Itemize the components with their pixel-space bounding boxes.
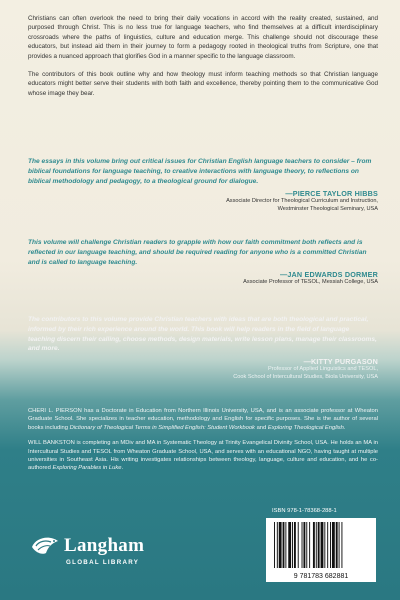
book-title: Dictionary of Theological Terms in Simplified English: Student Workbook	[69, 424, 255, 431]
endorser-role-line-1: Associate Director for Theological Curriculum and Instruction,	[226, 198, 378, 205]
endorser-name: —JAN EDWARDS DORMER	[279, 270, 378, 280]
barcode-bar	[303, 522, 305, 568]
barcode-bar	[288, 522, 291, 568]
barcode-bar	[277, 522, 278, 568]
isbn-label: ISBN 978-1-78368-288-1	[272, 508, 337, 514]
barcode	[266, 518, 376, 582]
endorsement-attribution	[28, 357, 378, 381]
endorser-role-line-2: Cook School of Intercultural Studies, Biola University, USA	[233, 373, 378, 380]
barcode-bars	[266, 518, 376, 582]
barcode-bar	[327, 522, 328, 568]
book-title: Exploring Parables in Luke	[52, 465, 122, 472]
barcode-bar	[292, 522, 293, 568]
bio-cheri-pierson	[28, 407, 378, 432]
barcode-bar	[339, 522, 340, 568]
barcode-bar	[313, 522, 315, 568]
intro-paragraph-2: The contributors of this book outline why and how theology must inform teaching methods so that Christian language educators might better serve their students with both faith and excellence, thereby pointing them to the communicative God whose image they bear.	[28, 71, 378, 97]
endorsement-quote: This volume will challenge Christian readers to grapple with how our faith commitment both reflects and is reflected in our language teaching, and should be required reading for anyone who is a committed Christian and is called to language teaching.	[28, 239, 367, 266]
endorser-role-line-1: Professor of Applied Linguistics and TESOL,	[268, 366, 378, 373]
endorsement-quote: The contributors to this volume provide Christian teachers with ideas that are both theological and practical, informed by their rich experience around the world. This book will help readers in the field of language teaching discern their calling, choose methods, design materials, write lesson plans, manage their classrooms, and more.	[28, 316, 377, 353]
barcode-bar	[283, 522, 285, 568]
barcode-bar	[298, 522, 299, 568]
endorsement-quote: The essays in this volume bring out critical issues for Christian English language teachers to consider – from biblical foundations for language teaching, to creative interactions with language theory, to reflections on biblical methodology and pedagogy, to a theological ground for dialogue.	[28, 158, 372, 185]
intro-paragraph-1: Christians can often overlook the need to bring their daily vocations in accord with the reality created, sustained, and purposed through Christ. This is no less true for language teachers, who find themselves at a difficult interdisciplinary crossroads where the paths of linguistics, culture and education merge. This challenge should not discourage these educators, but instead aid them in their journey to form a pedagogy rooted in theological truths from Scripture, one that provides a nuanced approach that glorifies God in a manner specific to the language classroom.	[28, 15, 378, 60]
endorser-name: —KITTY PURGASON	[303, 357, 378, 367]
bio-text: WILL BANKSTON is completing an MDiv and MA in Systematic Theology at Trinity Evangelical Divinity School, USA. He holds an MA in Intercultural Studies and TESOL from Wheaton Graduate School, USA, and serves with an educational NGO, having taught at multiple universities in Southeast Asia. His writing investigates relationships between theology, language, culture and education, and he co-authored	[28, 440, 378, 472]
bio-will-bankston	[28, 439, 378, 473]
bio-text: and	[254, 424, 268, 431]
barcode-bar	[318, 522, 320, 568]
bio-text: .	[121, 465, 124, 472]
bio-text: .	[343, 424, 346, 431]
barcode-bar	[279, 522, 282, 568]
barcode-bar	[309, 522, 310, 568]
endorsement-attribution	[28, 189, 378, 213]
publisher-logo	[30, 533, 150, 573]
author-bios	[28, 407, 378, 480]
endorser-role-line-2: Westminster Theological Seminary, USA	[277, 205, 378, 212]
endorsement-dormer	[28, 238, 378, 287]
endorser-name: —PIERCE TAYLOR HIBBS	[285, 189, 378, 199]
publisher-name: Langham	[64, 535, 145, 556]
intro-text	[28, 14, 378, 107]
publisher-subtitle: GLOBAL LIBRARY	[66, 559, 140, 566]
endorsement-purgason	[28, 315, 378, 381]
bio-text: CHERI L. PIERSON has a Doctorate in Education from Northern Illinois University, USA, and is an associate professor at Wheaton Graduate School. She specializes in teacher education, methodology and English for specific purposes. She is the author of several books including	[28, 408, 378, 431]
barcode-bar	[302, 522, 303, 568]
barcode-bar	[316, 522, 317, 568]
barcode-bar	[341, 522, 342, 568]
endorsement-hibbs	[28, 157, 378, 213]
endorsement-attribution	[28, 270, 378, 286]
barcode-bar	[294, 522, 296, 568]
barcode-bar	[306, 522, 307, 568]
barcode-bar	[321, 522, 324, 568]
barcode-digits: 9 781783 682881	[293, 573, 349, 580]
endorser-role-line-1: Associate Professor of TESOL, Messiah College, USA	[243, 279, 378, 286]
langham-fish-logo-icon	[30, 533, 60, 559]
barcode-bar	[336, 522, 338, 568]
barcode-bar	[324, 522, 325, 568]
barcode-bar	[274, 522, 275, 568]
barcode-bar	[330, 522, 331, 568]
barcode-bar	[285, 522, 286, 568]
book-title: Exploring Theological English	[267, 424, 344, 431]
barcode-bar	[332, 522, 335, 568]
